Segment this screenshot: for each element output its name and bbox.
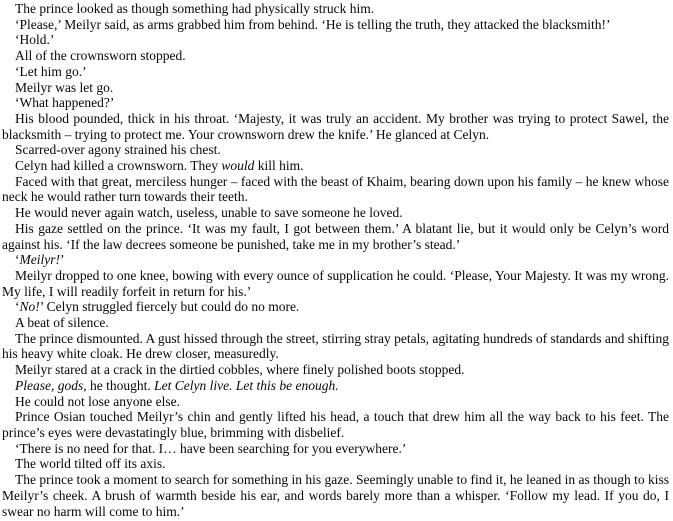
paragraph	[2, 142, 669, 158]
paragraph	[2, 17, 669, 33]
text-segment: Scarred-over agony strained his chest.	[15, 142, 221, 158]
paragraph	[2, 1, 669, 17]
paragraph	[2, 456, 669, 472]
paragraph	[2, 472, 669, 519]
text-segment: The prince looked as though something had physically struck him.	[15, 1, 375, 16]
paragraph	[2, 221, 669, 252]
text-segment: Let Celyn live. Let this be enough.	[154, 377, 339, 393]
paragraph	[2, 80, 669, 96]
text-segment: Meilyr stared at a crack in the dirtied cobbles, where finely polished boots stopped.	[15, 362, 465, 378]
text-segment: ‘	[15, 252, 20, 268]
text-segment: He would never again watch, useless, unable to save someone he loved.	[15, 205, 403, 221]
paragraph	[2, 378, 669, 394]
text-segment: A beat of silence.	[15, 315, 109, 331]
paragraph	[2, 48, 669, 64]
paragraph	[2, 252, 669, 268]
text-segment: ‘Hold.’	[15, 32, 55, 48]
paragraph	[2, 299, 669, 315]
paragraph	[2, 174, 669, 205]
text-segment: ’	[59, 252, 65, 268]
text-segment: All of the crownsworn stopped.	[15, 48, 186, 64]
paragraph	[2, 111, 669, 142]
text-segment: His gaze settled on the prince. ‘It was my fault, I got between them.’ A blatant lie, but it would only be Celyn’s word against his. ‘If the law decrees someone be punished, take me in my brother’s stead.’	[2, 220, 669, 252]
paragraph	[2, 95, 669, 111]
text-segment: ‘What happened?’	[15, 95, 115, 111]
text-segment: Meilyr dropped to one knee, bowing with every ounce of supplication he could. ‘Please, Your Majesty. It was my wrong. My life, I will readily forfeit in return for his.’	[2, 267, 669, 299]
text-segment: ’ Celyn struggled fiercely but could do no more.	[39, 299, 300, 315]
text-segment: kill him.	[254, 158, 304, 174]
paragraph	[2, 64, 669, 80]
paragraph	[2, 394, 669, 410]
text-segment: Meilyr was let go.	[15, 79, 114, 95]
text-segment: Faced with that great, merciless hunger – faced with the beast of Khaim, bearing down upon his family – he knew whose neck he would rather turn towards their teeth.	[2, 173, 669, 205]
paragraph	[2, 362, 669, 378]
text-segment: , he thought.	[83, 377, 155, 393]
paragraph	[2, 268, 669, 299]
paragraph	[2, 409, 669, 440]
text-segment: No!	[19, 299, 40, 315]
text-segment: would	[221, 158, 255, 174]
text-segment: The prince dismounted. A gust hissed through the street, stirring stray petals, agitating hundreds of standards and shifting his heavy white cloak. He drew closer, measuredly.	[2, 330, 669, 362]
text-segment: Prince Osian touched Meilyr’s chin and gently lifted his head, a touch that drew him all the way back to his feet. The prince’s eyes were devastatingly blue, brimming with disbelief.	[2, 409, 669, 440]
text-segment: Meilyr!	[19, 252, 60, 268]
text-segment: ‘Let him go.’	[15, 63, 87, 79]
paragraph	[2, 205, 669, 221]
paragraph	[2, 32, 669, 48]
text-segment: His blood pounded, thick in his throat. ‘Majesty, it was truly an accident. My brother was trying to protect Sawel, the blacksmith – trying to protect me. Your crownsworn drew the knife.’ He glanced at Celyn.	[2, 110, 669, 142]
text-segment: He could not lose anyone else.	[15, 393, 180, 409]
text-segment: ‘	[15, 299, 20, 315]
paragraph	[2, 331, 669, 362]
text-segment: Celyn had killed a crownsworn. They	[15, 158, 222, 174]
paragraph	[2, 158, 669, 174]
text-segment: The world tilted off its axis.	[15, 456, 166, 472]
paragraph	[2, 441, 669, 457]
text-segment: The prince took a moment to search for something in his gaze. Seemingly unable to find it, he leaned in as though to kiss Meilyr’s cheek. A brush of warmth beside his ear, and words barely more than a whisper. ‘Follow my lead. If you do, I swear no harm will come to him.’	[2, 472, 669, 519]
text-segment: ‘There is no need for that. I… have been searching for you everywhere.’	[15, 440, 407, 456]
text-segment: Please, gods	[15, 377, 84, 393]
text-segment: ‘Please,’ Meilyr said, as arms grabbed him from behind. ‘He is telling the truth, they attacked the blacksmith!’	[15, 16, 611, 32]
paragraph	[2, 315, 669, 331]
